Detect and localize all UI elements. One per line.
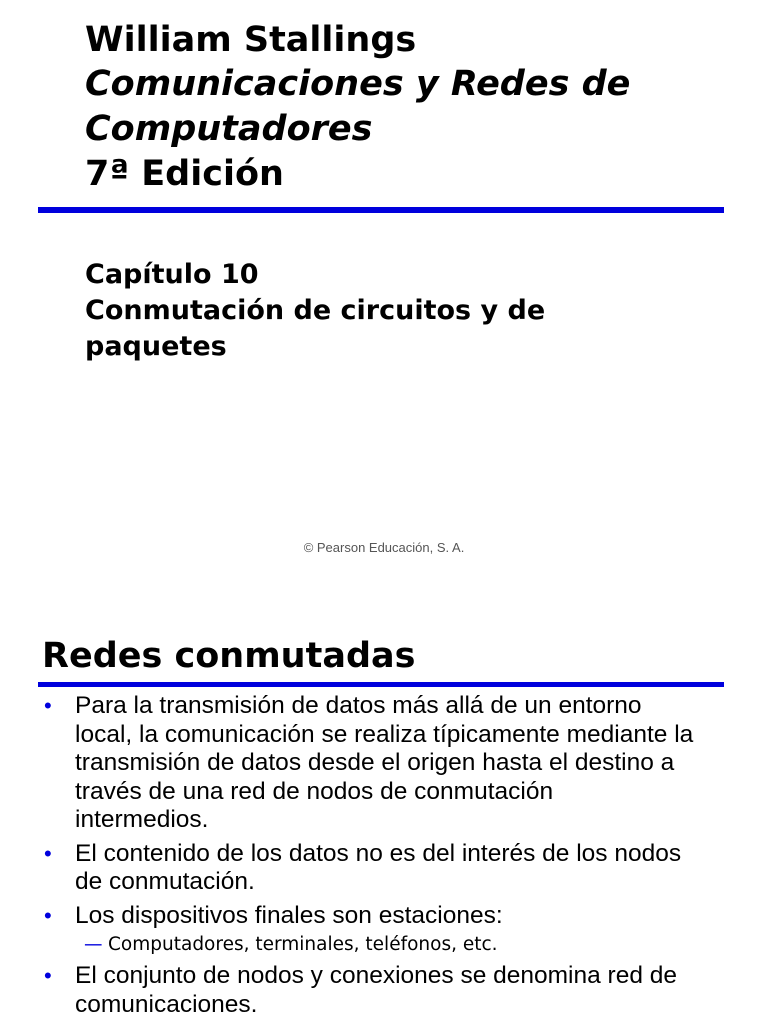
sub-bullet-item [44, 933, 734, 957]
chapter-title-line-1: Conmutación de circuitos y de [85, 295, 546, 326]
bullet-line: El contenido de los datos no es del interés de los nodos [75, 839, 682, 867]
bullet-line: de conmutación. [75, 868, 255, 895]
heading-divider [38, 682, 724, 687]
sub-bullet-text: Computadores, terminales, teléfonos, etc. [108, 934, 498, 955]
content-slide [0, 620, 768, 1024]
bullet-item-3 [44, 902, 734, 931]
bullet-line: través de una red de nodos de conmutación [75, 777, 554, 805]
chapter-number: Capítulo 10 [85, 259, 259, 290]
bullet-item-2 [44, 840, 734, 897]
copyright-notice: © Pearson Educación, S. A. [303, 540, 465, 555]
bullet-dot-icon: • [44, 963, 52, 988]
bullet-line: El conjunto de nodos y conexiones se denomina red de [75, 962, 678, 989]
bullet-dot-icon: • [44, 693, 52, 718]
bullet-line: transmisión de datos desde el origen hasta el destino a [75, 749, 675, 776]
author-name: William Stallings [85, 20, 417, 60]
bullet-line: Para la transmisión de datos más allá de un entorno [75, 692, 642, 719]
bullet-line: local, la comunicación se realiza típicamente mediante la [75, 720, 694, 748]
book-title-line-2: Computadores [85, 109, 373, 149]
book-title-line-1: Comunicaciones y Redes de [85, 64, 631, 104]
dash-icon: — [84, 934, 103, 955]
book-info [85, 18, 735, 196]
bullet-dot-icon: • [44, 840, 52, 866]
slide-heading: Redes conmutadas [42, 636, 416, 676]
bullet-dot-icon: • [44, 902, 52, 928]
title-divider [38, 207, 724, 213]
bullet-item-1 [44, 692, 734, 835]
bullet-line: intermedios. [75, 806, 209, 833]
bullet-line: Los dispositivos finales son estaciones: [75, 901, 503, 929]
bullet-line: comunicaciones. [75, 990, 258, 1018]
bullet-item-4 [44, 962, 734, 1019]
bullet-list [44, 692, 734, 1024]
chapter-info [85, 257, 705, 365]
edition: 7ª Edición [85, 154, 284, 194]
chapter-title-line-2: paquetes [85, 331, 227, 362]
